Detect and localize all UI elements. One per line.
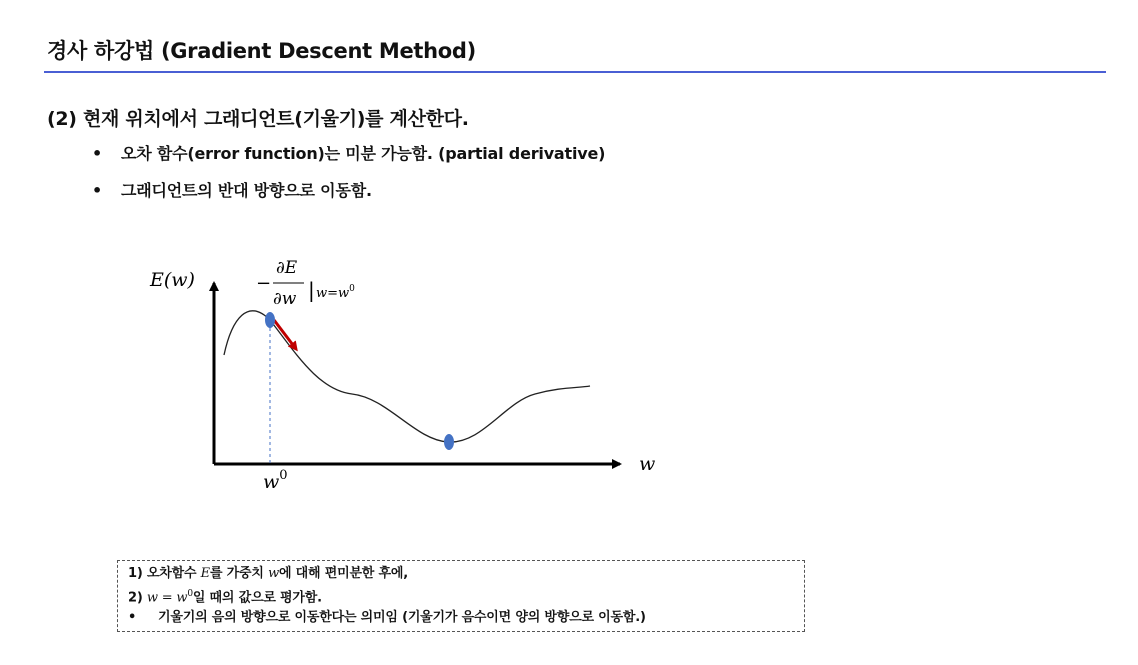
w0-tick-var: w: [263, 471, 280, 493]
x-axis-label: w: [639, 453, 656, 475]
error-curve: [224, 311, 590, 442]
gradient-numerator: ∂E: [276, 258, 298, 278]
note-math: w: [268, 566, 279, 581]
note-text: 기울기의 음의 방향으로 이동한다는 의미임 (기울기가 음수이면 양의 방향으로 이동함.): [158, 610, 646, 626]
note-bullet: •: [128, 610, 137, 626]
bullet-text: 그래디언트의 반대 방향으로 이동함.: [121, 181, 372, 200]
subscript-sup: 0: [349, 284, 355, 294]
evaluation-subscript: [316, 284, 355, 301]
note-line-2: [128, 584, 794, 608]
slide-title: 경사 하강법 (Gradient Descent Method): [47, 39, 476, 63]
note-text: 를 가중치: [209, 566, 269, 581]
bullet-marker: •: [92, 181, 103, 200]
note-math: w = w: [146, 590, 188, 606]
gradient-denominator: ∂w: [273, 289, 297, 309]
note-box: [117, 560, 805, 632]
minimum-point: [444, 434, 454, 450]
evaluation-bar: |: [308, 278, 315, 302]
note-text: 일 때의 값으로 평가함.: [192, 590, 322, 606]
section-heading: (2) 현재 위치에서 그래디언트(기울기)를 계산한다.: [47, 108, 469, 130]
note-text: 2): [128, 590, 147, 606]
w0-tick-sup: 0: [279, 468, 288, 483]
note-line-1: [128, 564, 794, 584]
gradient-sign: −: [256, 273, 272, 294]
note-line-3: [128, 608, 794, 628]
bullet-marker: •: [92, 144, 103, 163]
subscript-text: w=w: [316, 286, 350, 301]
note-text: 에 대해 편미분한 후에,: [279, 566, 408, 581]
negative-gradient-arrow: [274, 320, 296, 349]
note-math: E: [200, 566, 210, 581]
w0-tick-label: [263, 468, 288, 493]
y-axis-label: E(w): [150, 269, 195, 291]
bullet-text: 오차 함수(error function)는 미분 가능함. (partial derivative): [121, 144, 606, 163]
note-text: 1) 오차함수: [128, 566, 201, 581]
note-math-sup: 0: [187, 589, 193, 599]
current-point: [265, 312, 275, 328]
